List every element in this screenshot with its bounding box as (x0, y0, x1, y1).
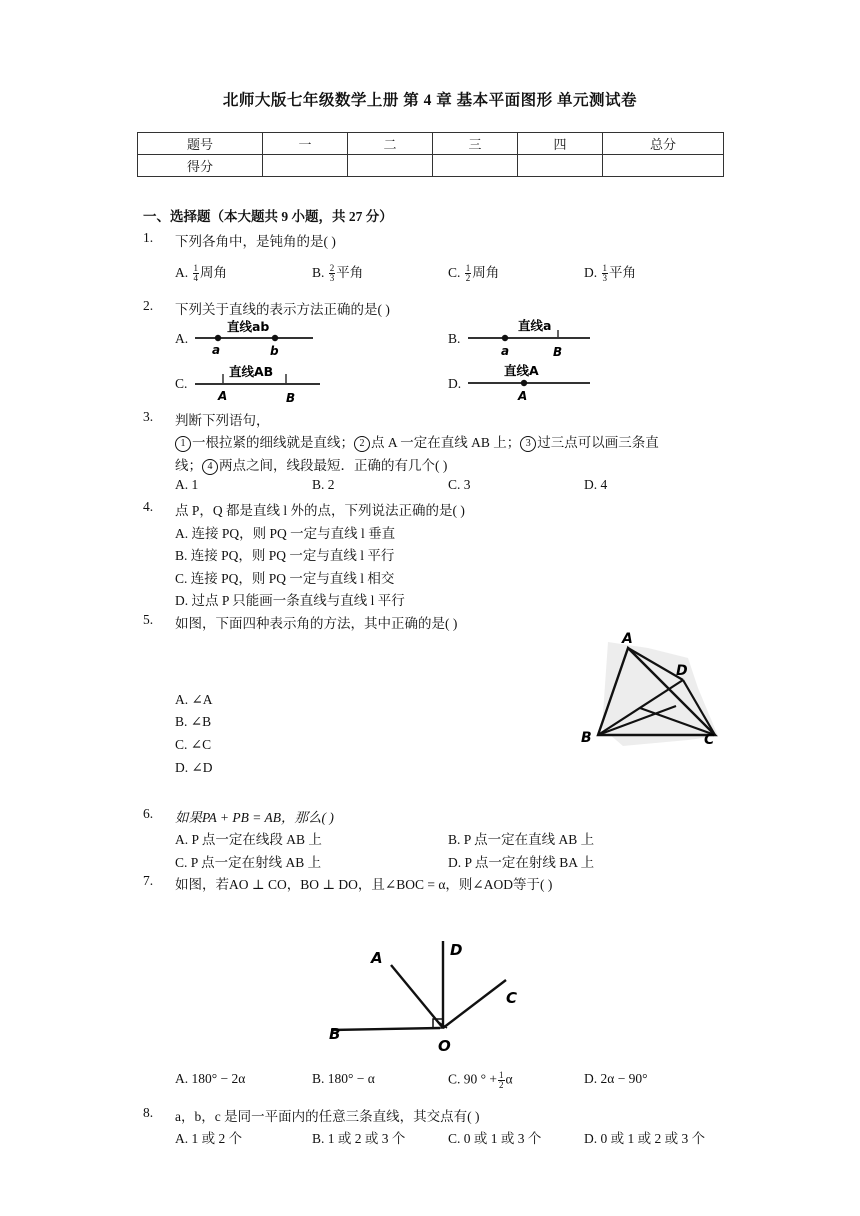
denominator: 3 (329, 273, 335, 284)
option-c: C. P 点一定在射线 AB 上 (175, 855, 322, 870)
statement-text: 点 A 一定在直线 AB 上； (371, 435, 521, 450)
question-number: 1. (143, 230, 154, 245)
question-number: 6. (143, 806, 154, 821)
score-table-cell: 一 (263, 133, 348, 155)
option-b: B. 2 (312, 477, 335, 492)
score-table-cell: 题号 (138, 133, 263, 155)
line-title: 直线ab (227, 319, 270, 334)
option-c (448, 261, 499, 283)
line-figure-d (468, 358, 593, 404)
question-stem: 下列关于直线的表示方法正确的是( ) (175, 302, 390, 317)
vertex-label: C (704, 732, 715, 748)
score-table-score-row (138, 155, 724, 177)
point-label: A (371, 949, 383, 967)
statement-text: 过三点可以画三条直 (537, 435, 659, 450)
option-text: 周角 (472, 265, 500, 280)
question-stem: a，b，c 是同一平面内的任意三条直线，其交点有( ) (175, 1109, 480, 1124)
question-number: 7. (143, 873, 154, 888)
score-entry-cell[interactable] (433, 155, 518, 177)
option-d: D. 过点 P 只能画一条直线与直线 l 平行 (175, 593, 405, 608)
denominator: 3 (602, 273, 607, 284)
fraction (193, 264, 200, 283)
option-d: D. 0 或 1 或 2 或 3 个 (584, 1131, 706, 1146)
line-figure-b (468, 313, 593, 359)
statement-text: 两点之间，线段最短．正确的有几个( ) (219, 458, 448, 473)
option-a: A. P 点一定在线段 AB 上 (175, 832, 322, 847)
vertex-label: D (676, 663, 688, 679)
option-a: A. 1 或 2 个 (175, 1131, 243, 1146)
question-number: 2. (143, 298, 154, 313)
option-d: D. P 点一定在射线 BA 上 (448, 855, 595, 870)
option-label: B. (312, 265, 325, 280)
point-label: a (212, 343, 221, 357)
option-text: 周角 (200, 265, 227, 280)
option-d-label: D. (448, 376, 462, 391)
numerator: 1 (193, 263, 198, 274)
score-table-header-row (138, 133, 724, 155)
point-label: B (286, 391, 296, 405)
point-label: D (450, 941, 463, 959)
option-c: C. ∠C (175, 737, 212, 752)
circled-number: 3 (520, 436, 536, 452)
statement-text: 线； (175, 458, 202, 473)
question-stem: 判断下列语句， (175, 413, 270, 428)
option-a: A. ∠A (175, 692, 213, 707)
question-number: 5. (143, 612, 154, 627)
option-d: D. 4 (584, 477, 608, 492)
point-label: A (518, 389, 528, 403)
question-number: 4. (143, 499, 154, 514)
question-stem: 如果PA + PB = AB，那么( ) (175, 810, 334, 825)
option-b-label: B. (448, 331, 461, 346)
line-figure-a (195, 316, 315, 360)
option-c (448, 1071, 513, 1090)
point-dot (272, 335, 278, 341)
ray-ob (331, 1028, 440, 1030)
score-entry-cell[interactable] (518, 155, 603, 177)
line-title: 直线AB (229, 364, 274, 379)
option-a: A. 连接 PQ，则 PQ 一定与直线 l 垂直 (175, 526, 396, 541)
statement-text: 一根拉紧的细线就是直线； (192, 435, 354, 450)
point-dot (521, 380, 527, 386)
score-table (137, 132, 724, 177)
page-title: 北师大版七年级数学上册 第 4 章 基本平面图形 单元测试卷 (222, 92, 638, 109)
option-d: D. 2α − 90° (584, 1071, 648, 1086)
question-stem: 下列各角中，是钝角的是( ) (175, 234, 336, 249)
point-label: a (501, 344, 510, 358)
option-b: B. P 点一定在直线 AB 上 (448, 832, 595, 847)
point-dot (502, 335, 508, 341)
line-title: 直线a (518, 318, 552, 333)
score-entry-cell[interactable] (603, 155, 724, 177)
option-b: B. ∠B (175, 714, 212, 729)
point-label: B (329, 1025, 341, 1043)
section-heading: 一、选择题（本大题共 9 小题，共 27 分） (143, 209, 393, 224)
statement-line (175, 454, 447, 475)
option-c: C. 0 或 1 或 3 个 (448, 1131, 542, 1146)
option-text: 平角 (336, 265, 364, 280)
option-a (175, 261, 227, 283)
point-label: C (506, 989, 518, 1007)
option-a: A. 1 (175, 477, 199, 492)
fraction (329, 264, 336, 283)
line-figure-c (195, 360, 323, 406)
numerator: 1 (499, 1070, 504, 1080)
vertex-label: B (581, 730, 592, 746)
score-entry-cell[interactable] (348, 155, 433, 177)
option-c: C. 3 (448, 477, 471, 492)
numerator: 1 (465, 263, 471, 274)
point-label: B (553, 345, 563, 359)
point-label: b (270, 344, 279, 358)
question-stem: 如图，下面四种表示角的方法，其中正确的是( ) (175, 616, 458, 631)
angle-figure (326, 935, 526, 1059)
option-label: C. (448, 265, 461, 280)
denominator: 2 (465, 273, 471, 284)
circled-number: 2 (354, 436, 370, 452)
score-table-cell: 四 (518, 133, 603, 155)
score-table-cell: 总分 (603, 133, 724, 155)
option-label: A. (175, 265, 189, 280)
option-label: D. (584, 265, 598, 280)
numerator: 2 (329, 263, 335, 274)
fraction (602, 264, 609, 283)
statement-line (175, 431, 659, 452)
option-text: 平角 (609, 265, 636, 280)
point-dot (215, 335, 221, 341)
question-number: 8. (143, 1105, 154, 1120)
option-c: C. 连接 PQ，则 PQ 一定与直线 l 相交 (175, 571, 395, 586)
score-table-cell: 二 (348, 133, 433, 155)
option-b (312, 261, 363, 283)
option-d (584, 261, 636, 283)
option-a: A. 180° − 2α (175, 1071, 246, 1086)
question-stem: 点 P，Q 都是直线 l 外的点，下列说法正确的是( ) (175, 503, 465, 518)
option-a-label: A. (175, 331, 189, 346)
triangle-figure (578, 628, 724, 750)
score-entry-cell[interactable] (263, 155, 348, 177)
question-stem: 如图，若AO ⊥ CO，BO ⊥ DO，且∠BOC = α，则∠AOD等于( ) (175, 877, 553, 892)
point-label: A (218, 389, 228, 403)
line-title: 直线A (504, 363, 539, 378)
option-text: C. 90 ° + (448, 1071, 498, 1087)
circled-number: 1 (175, 436, 191, 452)
ray-oc (443, 980, 506, 1028)
circled-number: 4 (202, 459, 218, 475)
option-b: B. 1 或 2 或 3 个 (312, 1131, 406, 1146)
numerator: 1 (602, 263, 607, 274)
score-table-cell: 得分 (138, 155, 263, 177)
question-number: 3. (143, 409, 154, 424)
option-text: α (505, 1071, 513, 1087)
denominator: 2 (499, 1080, 504, 1090)
denominator: 4 (193, 273, 198, 284)
option-c-label: C. (175, 376, 188, 391)
fraction (465, 264, 472, 283)
fraction (498, 1071, 505, 1090)
vertex-label: A (622, 631, 633, 647)
option-d: D. ∠D (175, 760, 213, 775)
point-label: O (438, 1037, 451, 1055)
score-table-cell: 三 (433, 133, 518, 155)
option-b: B. 连接 PQ，则 PQ 一定与直线 l 平行 (175, 548, 395, 563)
option-b: B. 180° − α (312, 1071, 375, 1086)
